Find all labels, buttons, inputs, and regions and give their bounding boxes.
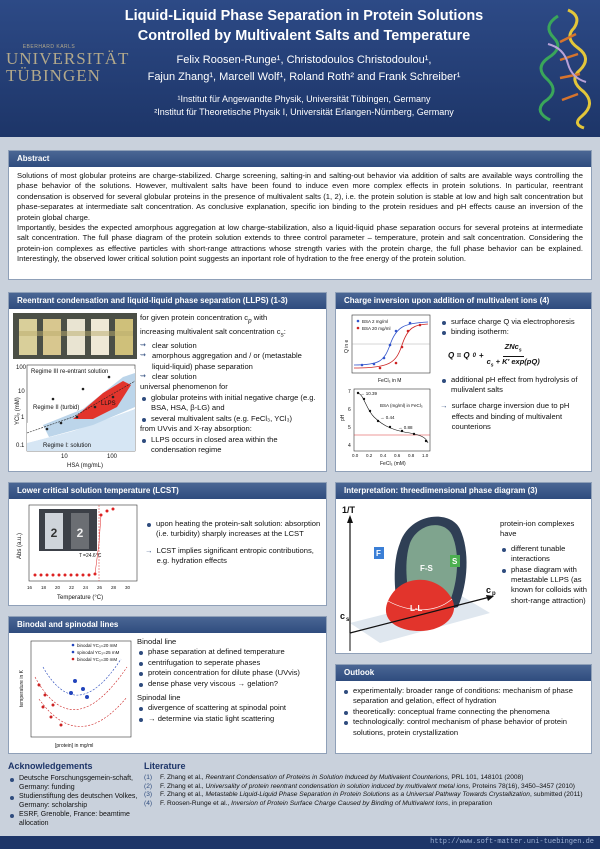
- binodal-subheading: Binodal line: [137, 637, 177, 646]
- x-tick: 10: [61, 454, 68, 460]
- footer-url[interactable]: http://www.soft-matter.uni-tuebingen.de: [0, 836, 600, 849]
- logo-line1: EBERHARD KARLS: [22, 44, 76, 50]
- x-tick: 100: [107, 454, 118, 460]
- list-item: additional pH effect from hydrolysis of mulivalent salts: [440, 375, 588, 396]
- reentrant-intro: for given protein concentration $c_p$ with: [140, 313, 268, 325]
- spinodal-subheading: Spinodal line: [137, 693, 181, 703]
- y-tick: 100: [16, 365, 27, 371]
- data-point: [60, 422, 63, 425]
- svg-text:s: s: [346, 617, 350, 623]
- list-item: several multivalent salts (e.g. FeCl₃, YCl₃): [140, 414, 324, 424]
- poster-title: [96, 6, 512, 46]
- abstract-paragraph-2: Importantly, besides the expected amorphous aggregation at low charge-stabilization, also a liquid-liquid phase separation occurs for several proteins at intermediate salt concentration. The full phase diagram of the protein solution extends to three control parameter – temperature, protein and salt concentration. Considering the protein-ion complexes as effective particles with short-range attractions whose strength varies with the protein charge, the full phase behavior can be explained. Interestingly, the observed lower critical solution point suggests an inportant role of hydration to the free energy of the protein solution.: [17, 223, 583, 264]
- phase-diagram-heading: Interpretation: threedimensional phase diagram (3): [336, 483, 591, 499]
- vial-photo: [13, 313, 137, 359]
- legend-entry: binodal YC₃=30 mM: [77, 657, 118, 662]
- reentrant-universal: universal phenomenon for: [140, 382, 228, 392]
- list-item: ⇝ amorphous aggregation and / or (metastable liquid-liquid) phase separation: [140, 351, 324, 372]
- lcst-text: [145, 519, 321, 567]
- list-item: upon heating the protein-salt solution: absorption (i.e. turbidity) sharply increases at the LCST: [145, 519, 321, 540]
- legend-entry: spinodal YC₃=25 mM: [77, 650, 120, 655]
- list-item: Studienstiftung des deutschen Volkes, Germany: scholarship: [8, 792, 138, 810]
- outlook-heading: Outlook: [336, 665, 591, 681]
- legend-entry: BSA (mg/ml) in FeCl₃: [380, 403, 423, 408]
- binodal-panel: [8, 616, 327, 754]
- annotation: → 0.88: [398, 425, 413, 430]
- legend-entry: BSA 20 mg/ml: [362, 326, 391, 331]
- authors-line1: Felix Roosen-Runge¹, Christodoulos Christodoulou¹,: [176, 54, 432, 66]
- data-point: [108, 376, 111, 379]
- poster-header: [0, 0, 600, 137]
- list-item: divergence of scattering at spinodal point: [137, 703, 323, 713]
- charge-heading: Charge inversion upon addition of multivalent ions (4): [336, 293, 591, 309]
- ll-region-label: L-L: [410, 604, 423, 613]
- x-tick: 24: [83, 585, 89, 590]
- list-item: LLPS occurs in closed area within the condensation regime: [140, 435, 324, 456]
- lcst-conclusion: → LCST implies significant entropic contributions, e.g. hydration effects: [145, 545, 314, 566]
- reentrant-steps: [140, 341, 324, 383]
- x-tick: 1.0: [422, 453, 429, 458]
- abstract-paragraph-1: Solutions of most globular proteins are charge-stabilized. Charge screening, salting-in and salting-out behavior via addition of salts are available ways controlling the phase behavior of the solutions. However, multivalent salts have been found to induce even more complex effects in protein solutions. In particular, reentrant condensation is observed for several globular proteins in the presence of multivalent salts (1, 2), i.e. the protein solution is stable at low and high salt concentration but phase-separates at intermediate salt concentration. As conclusive explanation, specific ion binding to the protein residues and pH effects cause an inversion of the protein global charge.: [17, 171, 583, 222]
- x-tick: 26: [97, 585, 103, 590]
- data-point: [112, 396, 115, 399]
- y-axis-label: Q in e: [344, 339, 350, 353]
- title-line1: Liquid-Liquid Phase Separation in Protein Solutions: [124, 8, 484, 24]
- lcst-panel: [8, 482, 327, 606]
- x-tick: 0.4: [380, 453, 387, 458]
- y-tick: 7: [348, 389, 351, 395]
- legend-entry: BSA 2 mg/ml: [362, 319, 389, 324]
- 3d-phase-diagram: [340, 503, 500, 653]
- x-axis-label: c: [486, 585, 492, 595]
- svg-text:F: F: [376, 549, 381, 558]
- protein-structure-image: [528, 4, 596, 132]
- list-item: different tunable interactions: [500, 544, 590, 565]
- logo-line3: TÜBINGEN: [6, 66, 101, 85]
- annotation: → 10.39: [360, 391, 378, 396]
- phase-diagram-text: [500, 519, 590, 606]
- list-item: phase diagram with metastable LLPS (as known for colloids with short-range attraction): [500, 565, 590, 607]
- data-point: [82, 388, 85, 391]
- x-tick: 22: [69, 585, 75, 590]
- y-tick: 10: [18, 389, 25, 395]
- regime2-label: Regime II (turbid): [33, 405, 80, 411]
- data-point: [94, 406, 97, 409]
- x-tick: 0.8: [408, 453, 415, 458]
- title-line2: Controlled by Multivalent Salts and Temperature: [137, 28, 471, 44]
- outlook-panel: [335, 664, 592, 754]
- list-item: Deutsche Forschungsgemein-schaft, Germany: funding: [8, 774, 138, 792]
- reentrant-panel: [8, 292, 327, 472]
- affiliations: [96, 93, 512, 119]
- x-tick: 18: [41, 585, 47, 590]
- x-tick: 0.2: [366, 453, 373, 458]
- logo-line2: UNIVERSITÄT: [6, 49, 130, 68]
- legend-entry: binodal YC₃=20 mM: [77, 643, 118, 648]
- reference-item: (3) F. Zhang et al., Metastable Liquid-Liquid Phase Separation in Protein Solutions as a Universal Pathway Towards Crystallization, submitted (2011): [144, 791, 583, 799]
- reentrant-text: [140, 313, 324, 455]
- phase-diagram-panel: [335, 482, 592, 654]
- reentrant-bullet3: [140, 435, 324, 456]
- y-tick: 0.1: [16, 443, 25, 449]
- binodal-text: [137, 637, 323, 724]
- binodal-heading: Binodal and spinodal lines: [9, 617, 326, 633]
- reentrant-heading: Reentrant condensation and liquid-liquid phase separation (LLPS) (1-3): [9, 293, 326, 309]
- acknowledgements: [8, 762, 138, 828]
- x-tick: 0.0: [352, 453, 359, 458]
- data-point: [76, 416, 79, 419]
- charge-panel: [335, 292, 592, 472]
- reference-item: (2) F. Zhang et al., Universality of protein reentrant condensation in solution induced by multivalent metal ions, Proteins 78(16), 3450–3457 (2010): [144, 782, 575, 790]
- abstract-body: [9, 167, 591, 269]
- fs-region-label: F-S: [420, 564, 433, 573]
- regime3-label: Regime III re-entrant solution: [31, 369, 109, 375]
- x-axis-label: Temperature (°C): [57, 595, 104, 601]
- affiliation-1: ¹Institut für Angewandte Physik, Universität Tübingen, Germany: [177, 94, 431, 104]
- acknowledgements-heading: Acknowledgements: [8, 761, 93, 771]
- x-tick: 28: [111, 585, 117, 590]
- list-item: technologically: control mechanism of phase behavior of protein solutions, protein crystallization: [342, 717, 585, 738]
- svg-text:p: p: [492, 591, 496, 597]
- list-item: ⇝ clear solution: [140, 372, 324, 382]
- x-axis-label: [protein] in mg/ml: [55, 743, 94, 749]
- affiliation-2: ²Institut für Theoretische Physik I, Universität Erlangen-Nürnberg, Germany: [154, 107, 454, 117]
- list-item: surface charge Q via electrophoresis: [440, 317, 588, 327]
- y-tick: 6: [348, 407, 351, 413]
- list-item: theoretically: conceptual frame connecting the phenomena: [342, 707, 585, 717]
- y-axis-label: Abs (a.u.): [17, 532, 23, 559]
- list-item: experimentally: broader range of conditions: mechanism of phase separation and gelation, effect of hydration: [342, 686, 585, 707]
- binding-isotherm-equation: Q = Q 0 + ZNc$_s$ $c_s + K'$ exp(pQ): [448, 341, 540, 369]
- y-axis-label: pH: [340, 414, 346, 421]
- authors: [96, 52, 512, 86]
- charge-plot: [340, 313, 434, 385]
- ph-plot: [340, 387, 434, 467]
- z-axis-label: c: [340, 611, 346, 621]
- list-item: phase separation at defined temperature: [137, 647, 323, 657]
- data-point: [46, 428, 49, 431]
- regime1-label: Regime I: solution: [43, 443, 92, 449]
- literature-heading: Literature: [144, 761, 186, 771]
- phase-diagram-intro: protein-ion complexes have: [500, 519, 575, 539]
- outlook-text: [336, 681, 591, 743]
- x-axis-label: FeCl₃ (mM): [380, 461, 406, 467]
- x-tick: 30: [125, 585, 131, 590]
- y-axis-label: YCl₃ (mM): [15, 397, 21, 425]
- y-tick: 5: [348, 425, 351, 431]
- x-tick: 0.6: [394, 453, 401, 458]
- literature: [144, 762, 592, 809]
- lcst-heading: Lower critical solution temperature (LCST): [9, 483, 326, 499]
- list-item: protein concentration for dilute phase (UVvis): [137, 668, 323, 678]
- svg-text:S: S: [452, 557, 458, 566]
- llps-label: LLPS: [101, 401, 116, 407]
- abstract-panel: [8, 150, 592, 280]
- x-axis-label: FeCl₃ in M: [378, 378, 402, 384]
- list-item: ⇝ clear solution: [140, 341, 324, 351]
- vial-label: 2: [50, 526, 58, 540]
- list-item: ESRF, Grenoble, France: beamtime allocation: [8, 810, 138, 828]
- reentrant-intro2: increasing multivalent salt concentration $c_s$:: [140, 326, 286, 339]
- lcst-plot: [13, 503, 141, 603]
- charge-conclusion: → surface charge inversion due to pH effects and binding of multivalent counterions: [440, 401, 570, 432]
- reentrant-from: from UVvis and X-ray absorption:: [140, 424, 252, 434]
- x-tick: 16: [27, 585, 33, 590]
- reference-item: (4) F. Roosen-Runge et al., Inversion of Protein Surface Charge Caused by Binding of Multivalent Ions, in preparation: [144, 800, 493, 808]
- y-tick: 4: [348, 443, 351, 449]
- y-axis-label: 1/T: [342, 505, 356, 515]
- university-logo: [6, 44, 130, 85]
- list-item: globular proteins with initial negative charge (e.g. BSA, HSA, β-LG) and: [140, 393, 324, 414]
- binodal-plot: [13, 637, 135, 753]
- y-tick: 1: [21, 415, 25, 421]
- x-tick: 20: [55, 585, 61, 590]
- y-axis-label: temperature in K: [19, 670, 25, 707]
- charge-text: [440, 317, 588, 433]
- x-axis-label: HSA (mg/mL): [67, 463, 104, 469]
- authors-line2: Fajun Zhang¹, Marcell Wolf¹, Roland Roth² and Frank Schreiber¹: [147, 71, 461, 83]
- phase-diagram-reentrant: [13, 363, 139, 469]
- tc-label: T =24.6°C: [79, 553, 102, 559]
- list-item: → determine via static light scattering: [137, 714, 323, 724]
- reference-item: (1) F. Zhang et al., Reentrant Condensation of Proteins in Solution Induced by Multivalent Counterions, PRL 101, 148101 (2008): [144, 773, 524, 781]
- list-item: binding isotherm:: [440, 327, 588, 337]
- list-item: dense phase very viscous → gelation?: [137, 679, 323, 689]
- data-point: [52, 398, 55, 401]
- vial-label: 2: [76, 526, 84, 540]
- abstract-heading: Abstract: [9, 151, 591, 167]
- list-item: centrifugation to seperate phases: [137, 658, 323, 668]
- reentrant-bullets: [140, 393, 324, 424]
- annotation: → 0.44: [380, 415, 395, 420]
